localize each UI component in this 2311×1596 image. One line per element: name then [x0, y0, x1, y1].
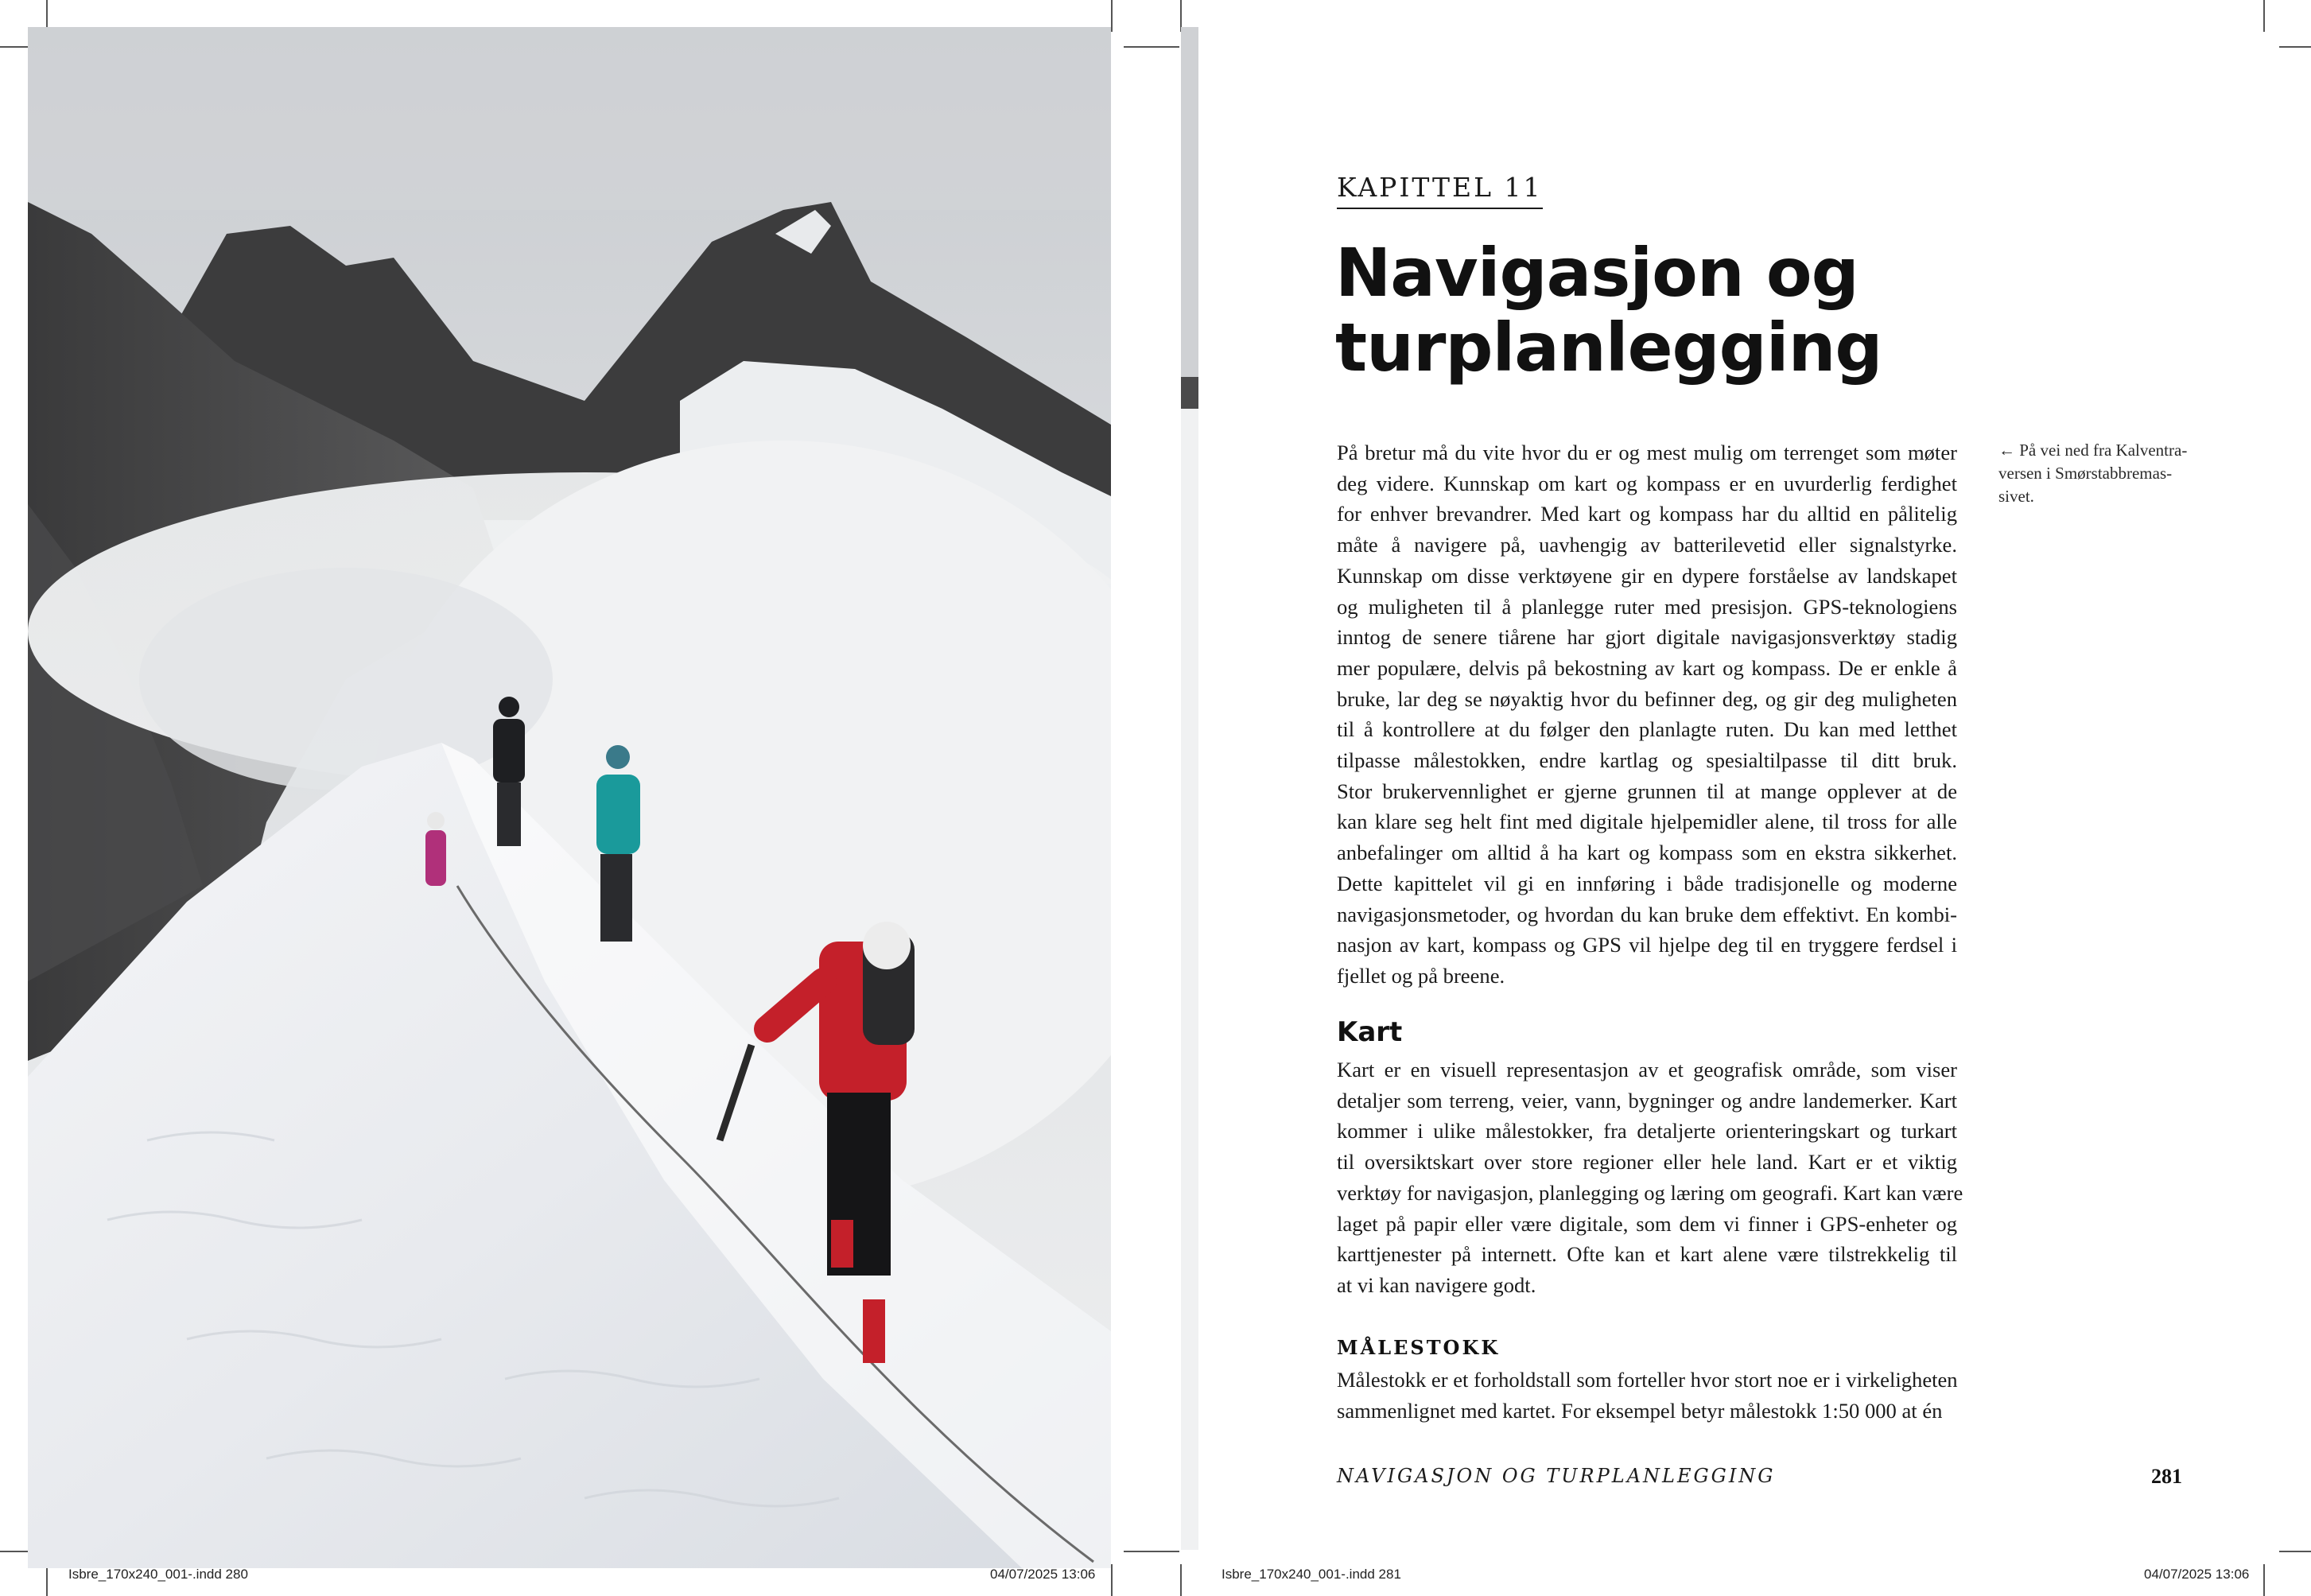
text-line: at vi kan navigere godt. [1337, 1272, 1536, 1297]
photo-bleed [1181, 27, 1198, 1550]
text-line: kommer i ulike målestokker, fra detaljerte orienteringskart og turkart [1337, 1119, 1957, 1144]
crop-mark [2279, 46, 2311, 48]
text-line: måte å navigere på, uavhengig av batterilevetid eller signalstyrke. [1337, 533, 1957, 557]
crop-mark [46, 1564, 48, 1596]
crop-mark [0, 1551, 32, 1552]
text-line: kan klare seg helt fint med digitale hjelpemidler alene, til tross for alle [1337, 810, 1957, 834]
text-line: deg videre. Kunnskap om kart og kompass er en uvurderlig ferdighet [1337, 471, 1957, 495]
crop-mark [2263, 0, 2265, 32]
slug-file-left: Isbre_170x240_001-.indd 280 [68, 1567, 248, 1582]
text-line: verktøy for navigasjon, planlegging og læring om geografi. Kart kan være [1337, 1180, 1963, 1205]
slug-date-right: 04/07/2025 13:06 [2144, 1567, 2250, 1582]
chapter-label: KAPITTEL 11 [1337, 172, 1543, 209]
text-line: anbefalinger om alltid å ha kart og kompass som en ekstra sikkerhet. [1337, 841, 1957, 865]
caption-line: sivet. [1998, 487, 2034, 506]
crop-mark [2263, 1564, 2265, 1596]
crop-mark [2279, 1551, 2311, 1552]
text-line: På bretur må du vite hvor du er og mest mulig om terrenget som møter [1337, 441, 1957, 464]
text-line: for enhver brevandrer. Med kart og kompass har du alltid en pålitelig [1337, 502, 1957, 526]
chapter-title-line: Navigasjon og [1335, 234, 1859, 312]
text-line: og muligheten til å planlegge ruter med presisjon. GPS-teknologiens [1337, 594, 1957, 619]
text-line: tilpasse målestokken, endre kartlag og spesialtilpasse til ditt bruk. [1337, 748, 1957, 773]
text-line: inntog de senere tiårene har gjort digitale navigasjonsverktøy stadig [1337, 625, 1957, 650]
text-line: nasjon av kart, kompass og GPS vil hjelpe deg til en tryggere ferdsel i [1337, 933, 1957, 957]
crop-mark [1124, 1551, 1179, 1552]
caption-line: versen i Smørstabbremas- [1998, 464, 2173, 483]
text-line: Kunnskap om disse verktøyene gir en dypere forståelse av landskapet [1337, 563, 1957, 588]
photo-caption [1998, 439, 2189, 508]
text-line: Kart er en visuell representasjon av et geografisk område, som viser [1337, 1058, 1957, 1081]
intro-paragraph [1337, 437, 1957, 992]
mountain-photo [28, 27, 1111, 1568]
text-line: til oversiktskart over store regioner eller hele land. Kart er et viktig [1337, 1150, 1957, 1175]
running-head: NAVIGASJON OG TURPLANLEGGING [1337, 1465, 1776, 1487]
crop-mark [1111, 0, 1113, 32]
text-line: navigasjonsmetoder, og hvordan du kan bruke dem effektivt. En kombi- [1337, 902, 1957, 926]
crop-mark [1124, 46, 1179, 48]
text-line: mer populære, delvis på bekostning av kart og kompass. De er enkle å [1337, 655, 1957, 680]
slug-file-right: Isbre_170x240_001-.indd 281 [1222, 1567, 1401, 1582]
caption-line: ← På vei ned fra Kalventra- [1998, 441, 2188, 460]
text-line: bruke, lar deg se nøyaktig hvor du befinner deg, og gir deg muligheten [1337, 686, 1957, 711]
text-line: Stor brukervennlighet er gjerne grunnen til at mange opplever at de [1337, 779, 1957, 803]
text-line: detaljer som terreng, veier, vann, bygninger og andre landemerker. Kart [1337, 1088, 1957, 1113]
text-line: laget på papir eller være digitale, som dem vi finner i GPS-enheter og [1337, 1211, 1957, 1236]
subsection-heading-malestokk: MÅLESTOKK [1337, 1336, 1501, 1359]
text-line: karttjenester på internett. Ofte kan et kart alene være tilstrekkelig til [1337, 1242, 1957, 1267]
slug-date-left: 04/07/2025 13:06 [990, 1567, 1096, 1582]
chapter-title [1335, 235, 2051, 385]
page-number: 281 [2151, 1465, 2182, 1488]
section-heading-kart: Kart [1337, 1016, 1403, 1048]
chapter-title-line: turplanlegging [1335, 309, 1882, 386]
kart-paragraph [1337, 1054, 1963, 1301]
crop-mark [0, 46, 32, 48]
malestokk-paragraph [1337, 1365, 1957, 1426]
text-line: til å kontrollere at du følger den planlagte ruten. Du kan med letthet [1337, 717, 1957, 742]
crop-mark [1111, 1564, 1113, 1596]
text-line: sammenlignet med kartet. For eksempel betyr målestokk 1:50 000 at én [1337, 1398, 1943, 1423]
text-line: Målestokk er et forholdstall som forteller hvor stort noe er i virkeligheten [1337, 1368, 1958, 1392]
crop-mark [1180, 1564, 1182, 1596]
text-line: fjellet og på breene. [1337, 963, 1505, 988]
text-line: Dette kapittelet vil gi en innføring i både tradisjonelle og moderne [1337, 871, 1957, 895]
